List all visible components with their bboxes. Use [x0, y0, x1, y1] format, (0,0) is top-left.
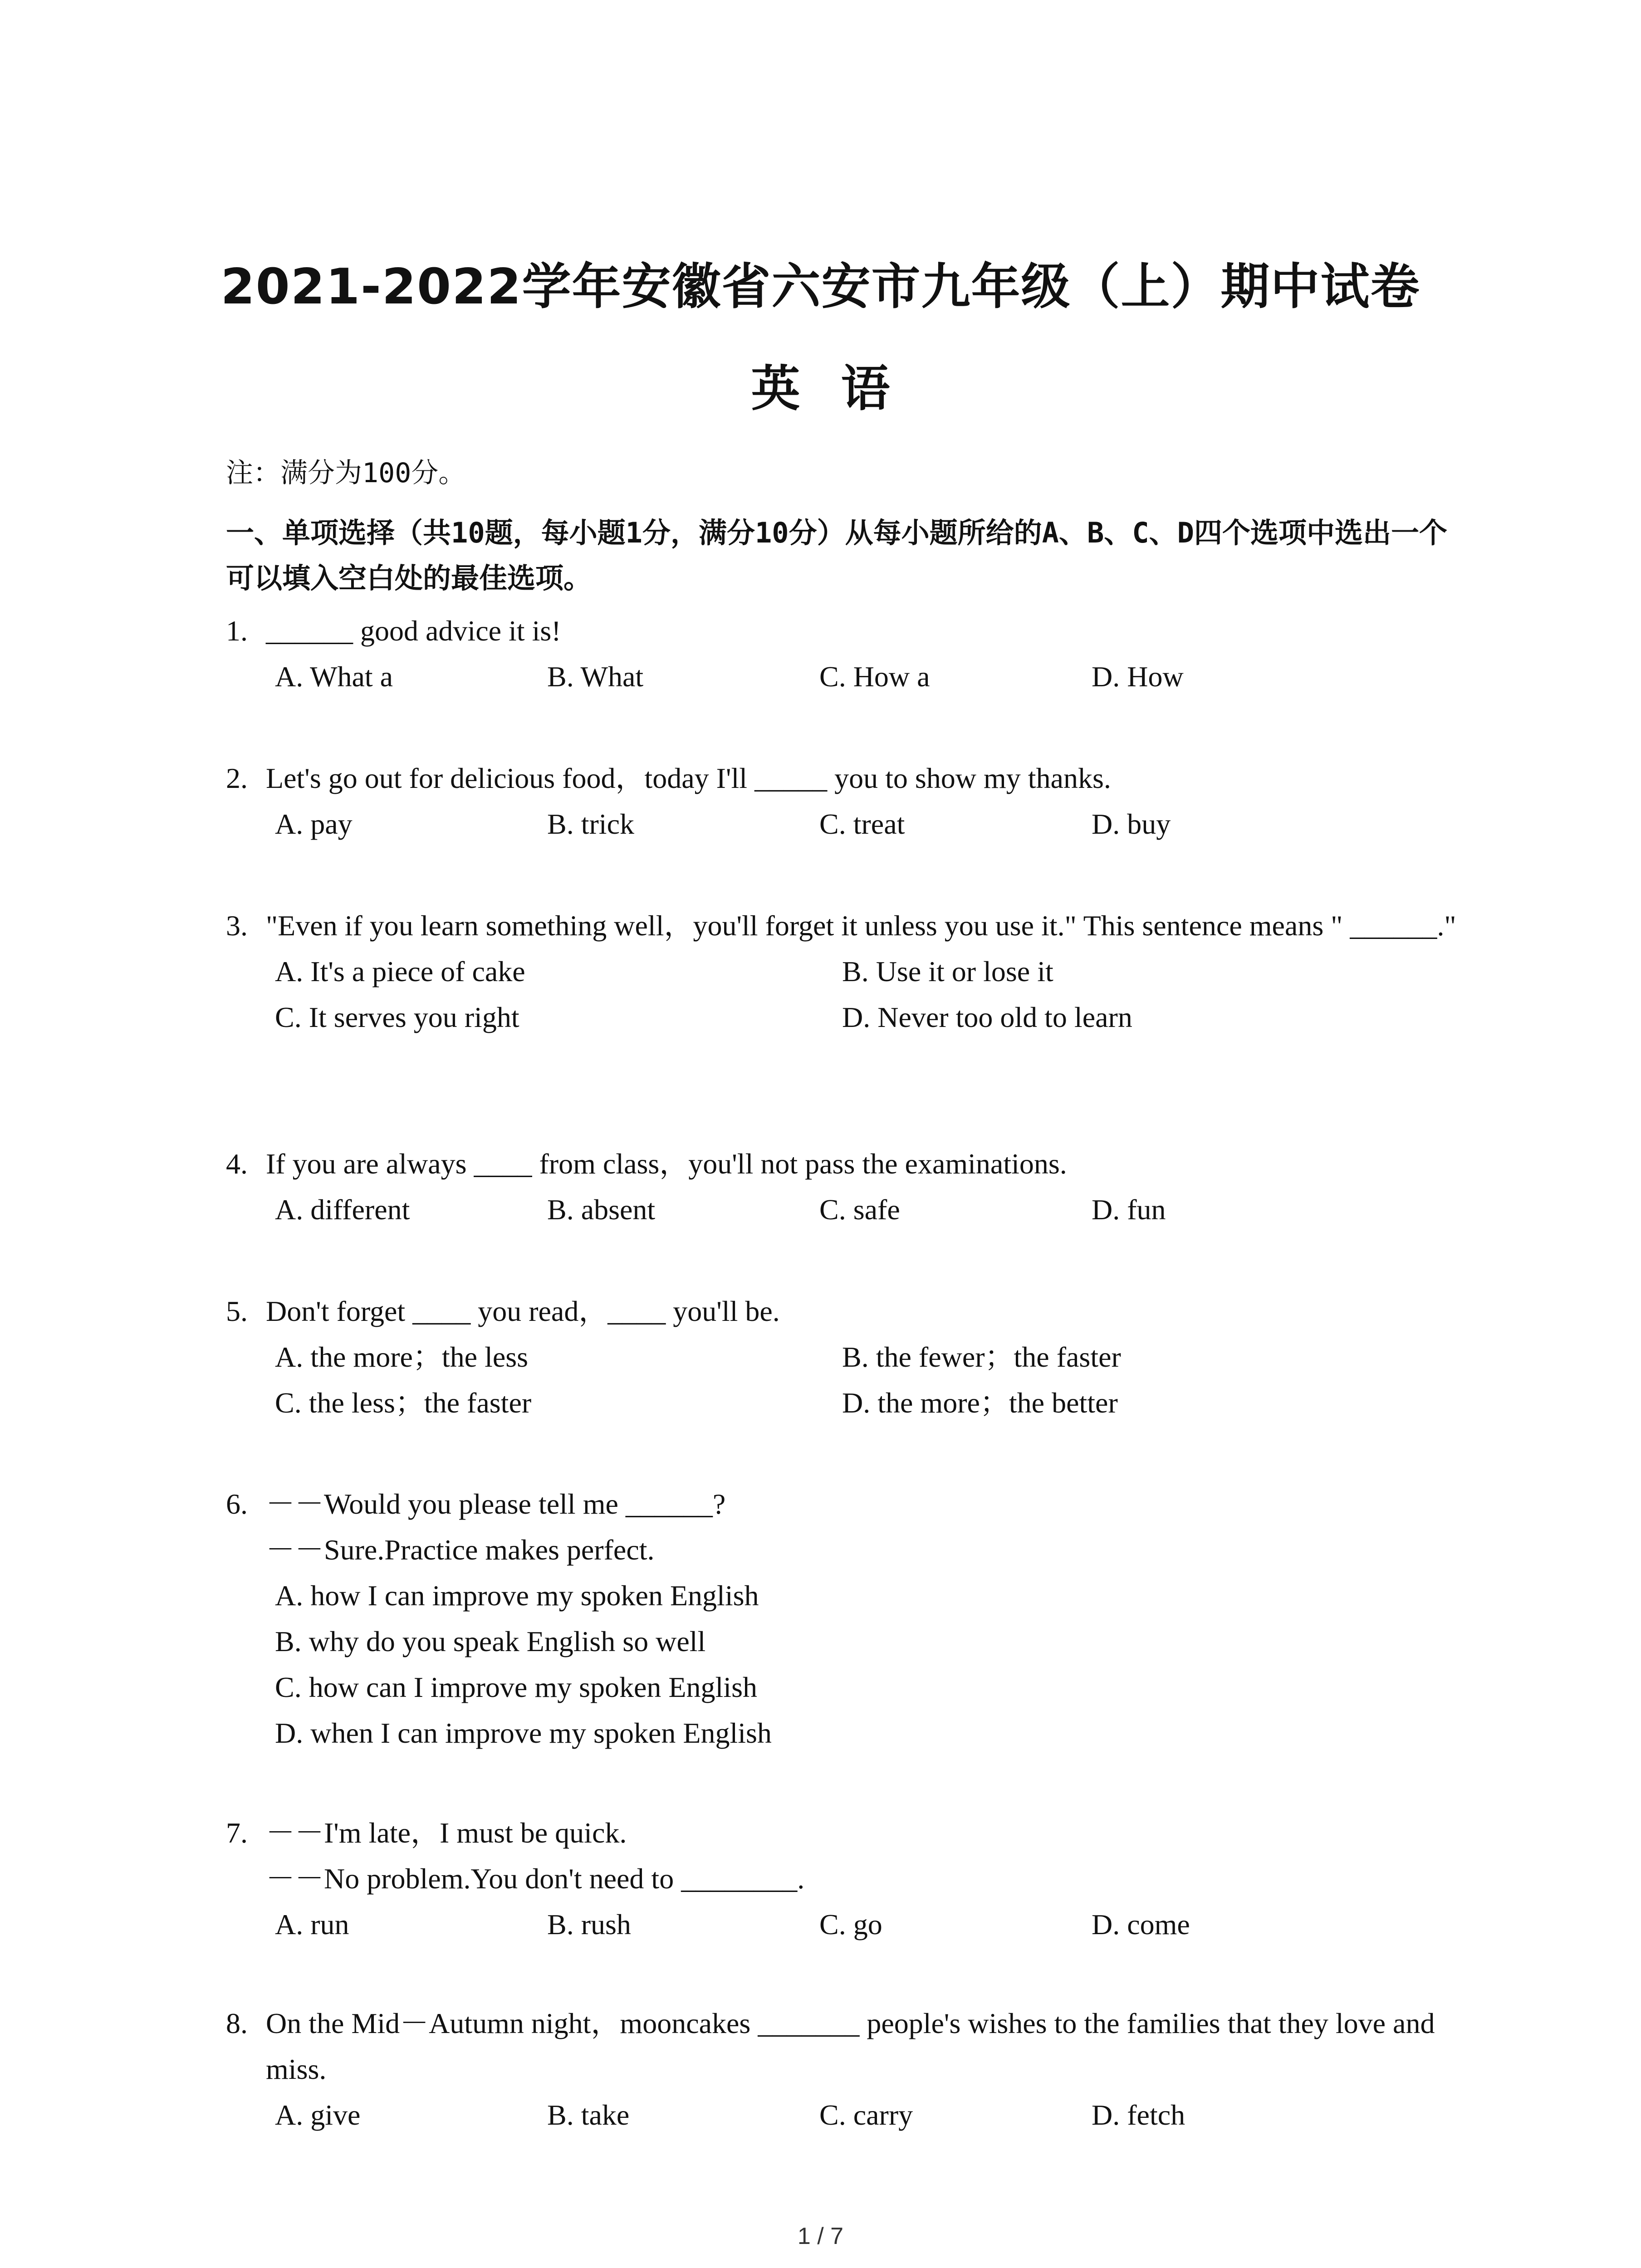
page-title: 2021-2022学年安徽省六安市九年级（上）期中试卷	[220, 259, 1421, 315]
option-b: B. trick	[547, 808, 634, 840]
option-d: D. How	[1092, 660, 1184, 693]
question-stem: On the Mid－Autumn night，mooncakes _______ people's wishes to the families that they love and miss.	[266, 2007, 1435, 2085]
option-c: C. safe	[819, 1193, 900, 1226]
option-c: C. It serves you right	[275, 1001, 519, 1033]
question-number: 1.	[226, 615, 248, 647]
question-number: 2.	[226, 762, 248, 794]
question-stem: If you are always ____ from class，you'll not pass the examinations.	[266, 1148, 1067, 1180]
option-b: B. rush	[547, 1908, 631, 1941]
option-d: D. Never too old to learn	[842, 1001, 1132, 1033]
question-8	[226, 2000, 1474, 2138]
option-d: D. buy	[1092, 808, 1171, 840]
option-d: D. fun	[1092, 1193, 1166, 1226]
question-number: 4.	[226, 1148, 248, 1180]
option-a: A. how I can improve my spoken English	[275, 1579, 759, 1612]
option-c: C. how can I improve my spoken English	[275, 1671, 757, 1703]
question-number: 6.	[226, 1488, 248, 1520]
option-a: A. different	[275, 1193, 410, 1226]
question-6	[226, 1481, 1474, 1756]
option-c: C. the less；the faster	[275, 1387, 532, 1419]
option-d: D. fetch	[1092, 2099, 1185, 2131]
dialogue-reply: －－No problem.You don't need to ________.	[266, 1862, 805, 1895]
dialogue-reply: －－Sure.Practice makes perfect.	[266, 1534, 655, 1566]
option-a: A. the more；the less	[275, 1341, 529, 1373]
option-b: B. absent	[547, 1193, 656, 1226]
page-number: 1 / 7	[797, 2223, 844, 2249]
question-1	[226, 608, 1474, 699]
question-number: 3.	[226, 909, 248, 942]
option-a: A. give	[275, 2099, 361, 2131]
question-7	[226, 1810, 1474, 1947]
question-number: 8.	[226, 2007, 248, 2039]
question-stem: ______ good advice it is!	[266, 615, 561, 647]
option-b: B. What	[547, 660, 644, 693]
option-b: B. take	[547, 2099, 630, 2131]
subject-title: 英语	[751, 361, 931, 417]
option-d: D. the more；the better	[842, 1387, 1118, 1419]
question-2	[226, 755, 1474, 847]
section-heading: 一、单项选择（共10题，每小题1分，满分10分）从每小题所给的A、B、C、D四个选项中选出一个可以填入空白处的最佳选项。	[226, 516, 1447, 595]
option-c: C. go	[819, 1908, 882, 1941]
question-number: 5.	[226, 1295, 248, 1327]
option-c: C. treat	[819, 808, 905, 840]
question-number: 7.	[226, 1817, 248, 1849]
option-b: B. the fewer；the faster	[842, 1341, 1121, 1373]
option-a: A. run	[275, 1908, 349, 1941]
option-d: D. when I can improve my spoken English	[275, 1717, 772, 1749]
option-c: C. carry	[819, 2099, 913, 2131]
question-4	[226, 1141, 1474, 1232]
question-stem: －－I'm late，I must be quick.	[266, 1817, 627, 1849]
question-stem: －－Would you please tell me ______?	[266, 1488, 726, 1520]
question-stem: Let's go out for delicious food，today I'll _____ you to show my thanks.	[266, 762, 1111, 794]
option-b: B. Use it or lose it	[842, 955, 1053, 987]
option-b: B. why do you speak English so well	[275, 1625, 706, 1657]
score-note: 注：满分为100分。	[226, 457, 466, 489]
option-d: D. come	[1092, 1908, 1190, 1941]
option-a: A. pay	[275, 808, 353, 840]
option-c: C. How a	[819, 660, 930, 693]
option-a: A. It's a piece of cake	[275, 955, 525, 987]
question-stem: Don't forget ____ you read，____ you'll be.	[266, 1295, 780, 1327]
question-5	[226, 1288, 1474, 1426]
question-3	[226, 903, 1474, 1040]
option-a: A. What a	[275, 660, 393, 693]
question-stem: "Even if you learn something well，you'll forget it unless you use it." This sentence means " ______."	[266, 909, 1456, 942]
